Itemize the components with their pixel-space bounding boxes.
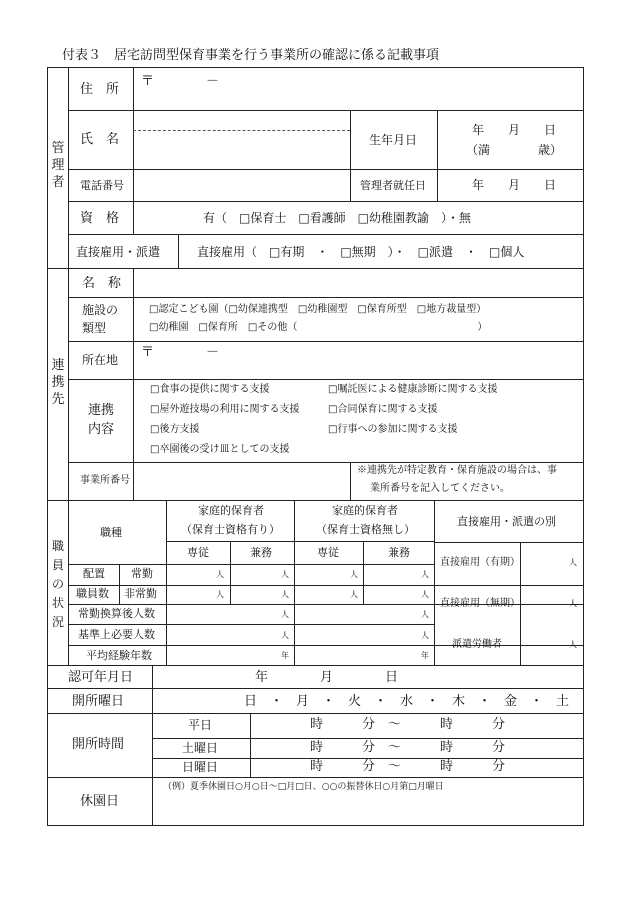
- cell-unit[interactable]: 人: [421, 610, 429, 619]
- open-days-options[interactable]: 日 ・ 月 ・ 火 ・ 水 ・ 木 ・ 金 ・ 土: [244, 694, 570, 709]
- col-home-qualified: 家庭的保育者: [198, 504, 264, 517]
- subcol-full-1: 専従: [187, 546, 209, 559]
- employment-type-options[interactable]: 直接雇用（ □有期 ・ □無期 ）・ □派遣 ・ □個人: [197, 245, 525, 259]
- avg-years-label: 平均経験年数: [86, 649, 152, 662]
- hours-weekday-field[interactable]: 時 分 ～ 時 分: [310, 717, 506, 732]
- facility-type-label-2: 類型: [82, 321, 107, 335]
- partner-postal-field[interactable]: 〒 －: [141, 345, 220, 360]
- phone-field[interactable]: [134, 170, 349, 201]
- page-title: 付表３ 居宅訪問型保育事業を行う事業所の確認に係る記載事項: [62, 48, 440, 63]
- partner-name-label: 名 称: [82, 276, 122, 291]
- approval-date-field[interactable]: 年 月 日: [255, 670, 399, 685]
- approval-date-label: 認可年月日: [68, 670, 134, 685]
- dispatch-label: 派遣労働者: [452, 639, 502, 650]
- direct-fixed-label: 直接雇用（有期）: [440, 557, 520, 568]
- address-postal-field[interactable]: 〒 －: [141, 74, 220, 89]
- hours-day-sunday: 日曜日: [182, 760, 219, 774]
- col-home-unqualified-sub: （保育士資格無し）: [316, 523, 415, 536]
- office-number-field[interactable]: [134, 463, 349, 500]
- cell-unit[interactable]: 人: [281, 610, 289, 619]
- placement-label-2: 職員数: [76, 587, 109, 600]
- cell-unit[interactable]: 人: [569, 599, 577, 608]
- hours-day-weekday: 平日: [188, 718, 213, 732]
- cell-unit[interactable]: 人: [216, 570, 224, 579]
- placement-label: 配置: [83, 567, 105, 580]
- office-number-label: 事業所番号: [80, 475, 130, 486]
- open-days-label: 開所曜日: [72, 694, 125, 709]
- qualification-label: 資 格: [80, 211, 120, 226]
- cell-unit[interactable]: 人: [569, 558, 577, 567]
- office-number-note: ※連携先が特定教育・保育施設の場合は、事: [357, 465, 557, 476]
- cell-unit[interactable]: 人: [281, 631, 289, 640]
- phone-label: 電話番号: [80, 179, 124, 192]
- cooperation-option[interactable]: □食事の提供に関する支援: [150, 384, 270, 395]
- cooperation-option[interactable]: □嘱託医による健康診断に関する支援: [328, 384, 498, 395]
- job-type-header: 職種: [100, 526, 122, 539]
- facility-type-label: 施設の: [82, 303, 119, 317]
- office-number-note-2: 業所番号を記入してください。: [370, 483, 510, 494]
- holiday-label: 休園日: [80, 794, 120, 809]
- cell-unit[interactable]: 人: [281, 570, 289, 579]
- cell-unit[interactable]: 人: [281, 590, 289, 599]
- age-field[interactable]: （満 歳）: [466, 143, 563, 157]
- cooperation-content-label: 連携: [88, 403, 115, 418]
- facility-type-options-1[interactable]: □認定こども園（□幼保連携型 □幼稚園型 □保育所型 □地方裁量型）: [149, 304, 487, 315]
- col-home-unqualified: 家庭的保育者: [332, 504, 398, 517]
- name-label: 氏 名: [80, 132, 120, 147]
- cooperation-option[interactable]: □屋外遊技場の利用に関する支援: [150, 404, 300, 415]
- holiday-example[interactable]: （例）夏季休園日○月○日～□月□日、○○の振替休日○月第□月曜日: [163, 782, 444, 792]
- birth-date-field[interactable]: 年 月 日: [472, 123, 557, 137]
- part-time-label: 非常勤: [124, 587, 157, 600]
- cooperation-option[interactable]: □卒園後の受け皿としての支援: [150, 444, 290, 455]
- appointment-date-label: 管理者就任日: [360, 179, 426, 192]
- cooperation-option[interactable]: □行事への参加に関する支援: [328, 424, 458, 435]
- qualification-options[interactable]: 有（ □保育士 □看護師 □幼稚園教諭 ）・無: [203, 211, 472, 225]
- required-label: 基準上必要人数: [78, 628, 155, 641]
- fte-label: 常勤換算後人数: [78, 607, 155, 620]
- cell-unit[interactable]: 人: [421, 590, 429, 599]
- birth-date-label: 生年月日: [369, 133, 418, 147]
- full-time-label: 常勤: [131, 567, 153, 580]
- cell-unit[interactable]: 年: [421, 651, 429, 660]
- facility-type-options-2[interactable]: □幼稚園 □保育所 □その他（ ）: [149, 322, 488, 333]
- cell-unit[interactable]: 人: [350, 590, 358, 599]
- cooperation-option[interactable]: □合同保育に関する支援: [328, 404, 438, 415]
- partner-location-label: 所在地: [82, 353, 119, 367]
- address-label: 住 所: [80, 82, 120, 97]
- cooperation-option[interactable]: □後方支援: [150, 424, 200, 435]
- cell-unit[interactable]: 人: [216, 590, 224, 599]
- subcol-part-2: 兼務: [388, 546, 410, 559]
- col-employment-type: 直接雇用・派遣の別: [457, 515, 556, 528]
- direct-open-label: 直接雇用（無期）: [440, 598, 520, 609]
- name-field[interactable]: [134, 131, 349, 168]
- partner-name-field[interactable]: [134, 269, 583, 297]
- employment-type-label: 直接雇用・派遣: [76, 245, 161, 259]
- cell-unit[interactable]: 人: [421, 631, 429, 640]
- partner-section-label: 連 携 先: [51, 358, 65, 407]
- hours-saturday-field[interactable]: 時 分 ～ 時 分: [310, 740, 506, 755]
- subcol-part-1: 兼務: [250, 546, 272, 559]
- hours-day-saturday: 土曜日: [182, 741, 219, 755]
- col-home-qualified-sub: （保育士資格有り）: [181, 523, 280, 536]
- cell-unit[interactable]: 年: [281, 651, 289, 660]
- appointment-date-field[interactable]: 年 月 日: [472, 178, 557, 192]
- cell-unit[interactable]: 人: [569, 640, 577, 649]
- cell-unit[interactable]: 人: [421, 570, 429, 579]
- staff-section-label: 職 員 の 状 況: [51, 539, 64, 629]
- cooperation-content-label-2: 内容: [88, 422, 115, 437]
- opening-hours-label: 開所時間: [72, 737, 125, 752]
- subcol-full-2: 専従: [317, 546, 339, 559]
- cell-unit[interactable]: 人: [350, 570, 358, 579]
- manager-section-label: 管 理 者: [51, 141, 65, 190]
- hours-sunday-field[interactable]: 時 分 ～ 時 分: [310, 759, 506, 774]
